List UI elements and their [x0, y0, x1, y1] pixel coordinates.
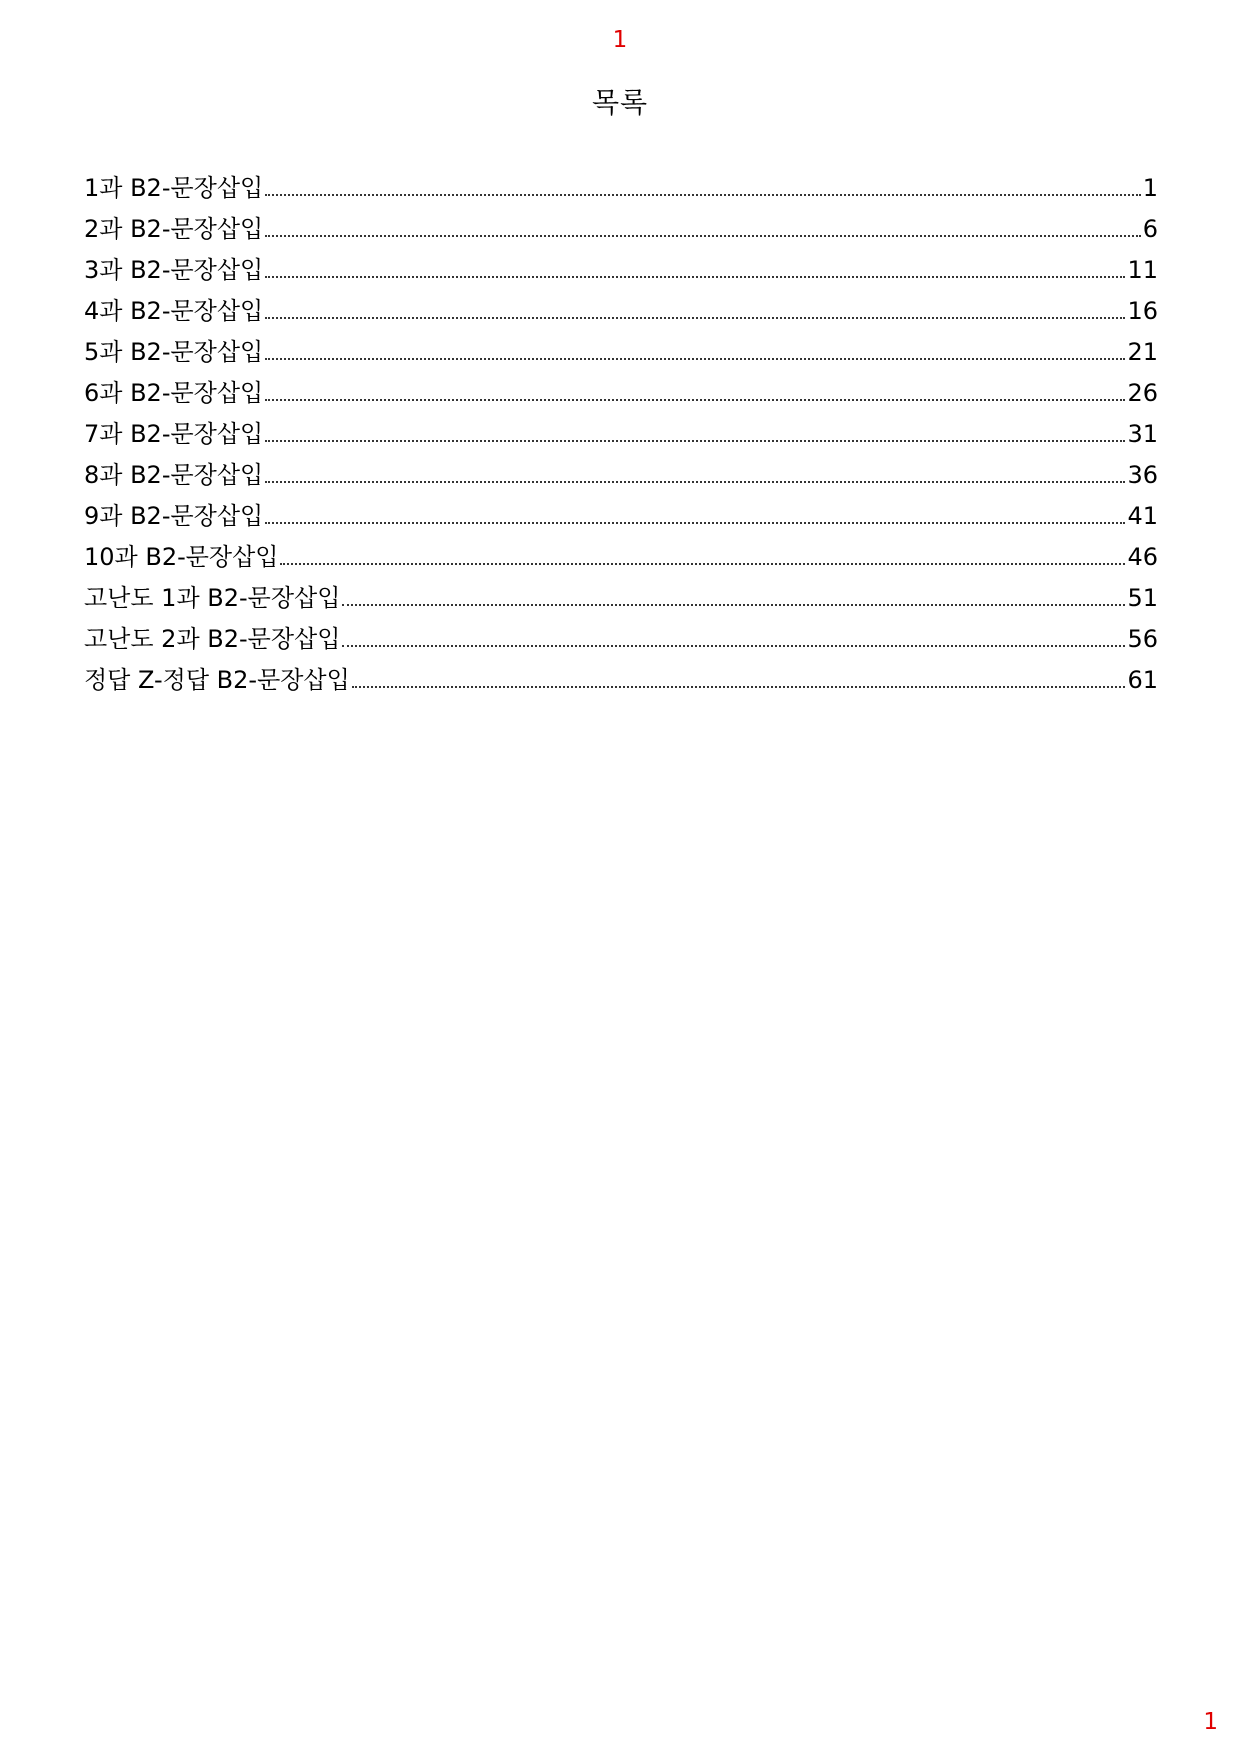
toc-entry-page: 36 [1127, 461, 1158, 489]
toc-entry-page: 16 [1127, 297, 1158, 325]
toc-entry[interactable] [84, 367, 1158, 408]
toc-entry-page: 41 [1127, 502, 1158, 530]
toc-entry[interactable] [84, 408, 1158, 449]
toc-entry-page: 26 [1127, 379, 1158, 407]
toc-entry-label: 정답 Z-정답 B2-문장삽입 [84, 666, 350, 694]
toc-entry-page: 56 [1127, 625, 1158, 653]
toc-entry-page: 11 [1127, 256, 1158, 284]
toc-dot-leader [280, 563, 1125, 565]
toc-dot-leader [265, 399, 1125, 401]
toc-entry[interactable] [84, 162, 1158, 203]
toc-dot-leader [265, 481, 1125, 483]
toc-dot-leader [352, 686, 1126, 688]
toc-entry[interactable] [84, 326, 1158, 367]
toc-entry[interactable] [84, 531, 1158, 572]
toc-entry-label: 고난도 1과 B2-문장삽입 [84, 584, 341, 612]
toc-entry[interactable] [84, 285, 1158, 326]
toc-dot-leader [265, 317, 1125, 319]
toc-entry-label: 3과 B2-문장삽입 [84, 256, 264, 284]
toc-entry-label: 8과 B2-문장삽입 [84, 461, 264, 489]
header-page-number: 1 [612, 27, 628, 53]
toc-title: 목록 [591, 86, 649, 119]
toc-dot-leader [265, 235, 1141, 237]
toc-entry[interactable] [84, 203, 1158, 244]
toc-dot-leader [265, 358, 1125, 360]
toc-dot-leader [342, 645, 1125, 647]
toc-entry-page: 1 [1142, 174, 1158, 202]
toc-entry-page: 51 [1127, 584, 1158, 612]
toc-entry-page: 61 [1127, 666, 1158, 694]
toc-entry-label: 5과 B2-문장삽입 [84, 338, 264, 366]
toc-dot-leader [265, 522, 1125, 524]
toc-entry-label: 7과 B2-문장삽입 [84, 420, 264, 448]
toc-entry[interactable] [84, 244, 1158, 285]
toc-entry-page: 6 [1142, 215, 1158, 243]
toc-entry[interactable] [84, 654, 1158, 695]
toc-dot-leader [342, 604, 1125, 606]
toc-entry-page: 21 [1127, 338, 1158, 366]
toc-entry-label: 1과 B2-문장삽입 [84, 174, 264, 202]
toc-entry[interactable] [84, 572, 1158, 613]
toc-dot-leader [265, 276, 1125, 278]
toc-dot-leader [265, 440, 1125, 442]
toc-entry-label: 10과 B2-문장삽입 [84, 543, 279, 571]
toc-entry-page: 31 [1127, 420, 1158, 448]
toc-entry-label: 2과 B2-문장삽입 [84, 215, 264, 243]
toc-entry-label: 9과 B2-문장삽입 [84, 502, 264, 530]
toc-list [84, 162, 1158, 695]
toc-entry-label: 4과 B2-문장삽입 [84, 297, 264, 325]
toc-dot-leader [265, 194, 1141, 196]
toc-entry-label: 6과 B2-문장삽입 [84, 379, 264, 407]
toc-entry-label: 고난도 2과 B2-문장삽입 [84, 625, 341, 653]
toc-entry[interactable] [84, 613, 1158, 654]
toc-entry[interactable] [84, 449, 1158, 490]
footer-page-number: 1 [1203, 1709, 1218, 1735]
toc-entry-page: 46 [1127, 543, 1158, 571]
toc-entry[interactable] [84, 490, 1158, 531]
